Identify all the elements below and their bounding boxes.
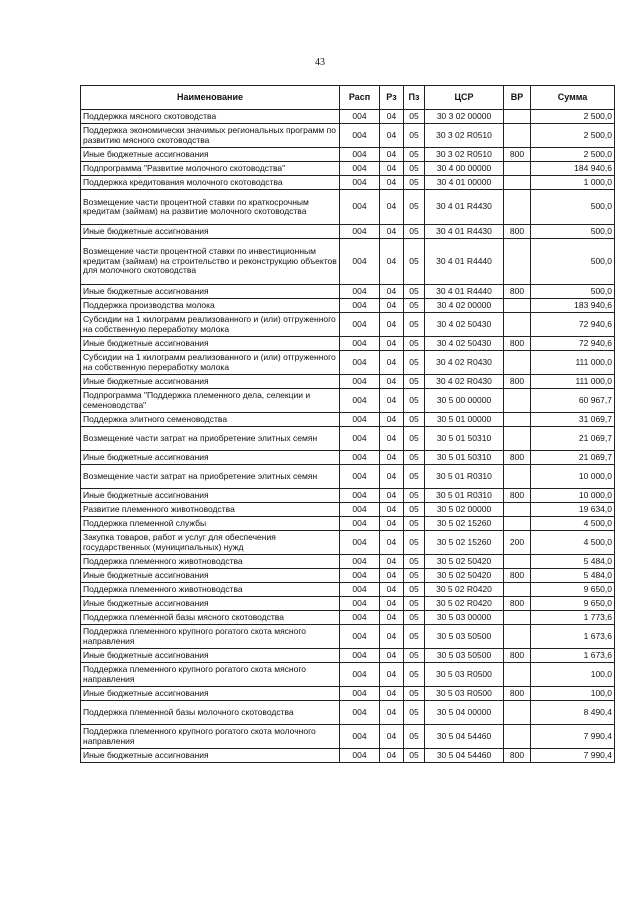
cell-csr: 30 5 04 54460 [425,725,504,749]
cell-rasp: 004 [340,451,380,465]
table-row [81,190,615,225]
cell-rz: 04 [380,351,404,375]
cell-csr: 30 5 02 00000 [425,503,504,517]
cell-rasp: 004 [340,701,380,725]
table-row [81,176,615,190]
cell-csr: 30 5 01 50310 [425,451,504,465]
cell-vr [504,555,531,569]
cell-csr: 30 3 02 R0510 [425,148,504,162]
cell-sum: 500,0 [531,285,615,299]
cell-pz: 05 [404,625,425,649]
cell-name: Подпрограмма "Развитие молочного скотоводства" [81,162,340,176]
cell-pz: 05 [404,555,425,569]
cell-pz: 05 [404,427,425,451]
cell-rz: 04 [380,663,404,687]
cell-pz: 05 [404,413,425,427]
cell-rz: 04 [380,555,404,569]
cell-rasp: 004 [340,531,380,555]
cell-sum: 500,0 [531,190,615,225]
cell-pz: 05 [404,701,425,725]
cell-rz: 04 [380,239,404,285]
table-row [81,625,615,649]
cell-pz: 05 [404,375,425,389]
header-csr: ЦСР [425,86,504,110]
table-row [81,701,615,725]
cell-csr: 30 5 02 15260 [425,517,504,531]
cell-rasp: 004 [340,148,380,162]
table-row [81,351,615,375]
table-row [81,649,615,663]
cell-csr: 30 5 01 R0310 [425,489,504,503]
cell-csr: 30 5 00 00000 [425,389,504,413]
table-row [81,517,615,531]
cell-pz: 05 [404,569,425,583]
cell-name: Иные бюджетные ассигнования [81,597,340,611]
cell-name: Поддержка племенного животноводства [81,555,340,569]
cell-csr: 30 5 03 R0500 [425,663,504,687]
cell-csr: 30 4 01 R4440 [425,285,504,299]
cell-vr [504,124,531,148]
cell-rz: 04 [380,569,404,583]
cell-csr: 30 4 01 R4430 [425,225,504,239]
budget-table [80,85,615,763]
cell-name: Подпрограмма "Поддержка племенного дела, селекции и семеноводства" [81,389,340,413]
cell-sum: 2 500,0 [531,110,615,124]
cell-rasp: 004 [340,583,380,597]
cell-rz: 04 [380,611,404,625]
cell-sum: 500,0 [531,225,615,239]
cell-rz: 04 [380,489,404,503]
cell-rz: 04 [380,649,404,663]
cell-rz: 04 [380,124,404,148]
cell-sum: 8 490,4 [531,701,615,725]
cell-csr: 30 5 01 R0310 [425,465,504,489]
cell-vr [504,110,531,124]
cell-name: Иные бюджетные ассигнования [81,489,340,503]
cell-pz: 05 [404,687,425,701]
table-row [81,583,615,597]
cell-sum: 111 000,0 [531,351,615,375]
cell-csr: 30 4 02 R0430 [425,351,504,375]
cell-pz: 05 [404,597,425,611]
table-row [81,148,615,162]
cell-csr: 30 5 02 15260 [425,531,504,555]
cell-pz: 05 [404,389,425,413]
cell-pz: 05 [404,176,425,190]
cell-sum: 21 069,7 [531,451,615,465]
cell-vr [504,583,531,597]
table-row [81,749,615,763]
cell-name: Субсидии на 1 килограмм реализованного и (или) отгруженного на собственную переработку молока [81,313,340,337]
cell-csr: 30 4 01 00000 [425,176,504,190]
cell-vr: 800 [504,489,531,503]
cell-csr: 30 4 02 00000 [425,299,504,313]
cell-vr: 800 [504,148,531,162]
cell-vr [504,413,531,427]
page-number: 43 [315,57,325,68]
cell-rz: 04 [380,337,404,351]
cell-rz: 04 [380,625,404,649]
cell-rasp: 004 [340,611,380,625]
table-row [81,110,615,124]
cell-csr: 30 5 02 R0420 [425,583,504,597]
cell-csr: 30 4 00 00000 [425,162,504,176]
cell-sum: 100,0 [531,687,615,701]
cell-vr: 800 [504,451,531,465]
cell-vr [504,427,531,451]
table-row [81,611,615,625]
cell-pz: 05 [404,583,425,597]
cell-rasp: 004 [340,190,380,225]
cell-pz: 05 [404,313,425,337]
cell-rasp: 004 [340,389,380,413]
cell-name: Поддержка мясного скотоводства [81,110,340,124]
cell-pz: 05 [404,299,425,313]
table-row [81,299,615,313]
cell-rasp: 004 [340,299,380,313]
cell-rasp: 004 [340,749,380,763]
cell-sum: 7 990,4 [531,749,615,763]
cell-rasp: 004 [340,687,380,701]
cell-rasp: 004 [340,555,380,569]
header-name: Наименование [81,86,340,110]
cell-rz: 04 [380,749,404,763]
cell-vr [504,190,531,225]
cell-sum: 1 673,6 [531,625,615,649]
table-row [81,503,615,517]
cell-rasp: 004 [340,625,380,649]
cell-vr [504,701,531,725]
cell-name: Иные бюджетные ассигнования [81,569,340,583]
cell-csr: 30 4 02 50430 [425,337,504,351]
cell-pz: 05 [404,225,425,239]
cell-name: Поддержка племенного крупного рогатого скота мясного направления [81,625,340,649]
cell-csr: 30 5 03 R0500 [425,687,504,701]
cell-sum: 184 940,6 [531,162,615,176]
cell-name: Возмещение части затрат на приобретение элитных семян [81,465,340,489]
header-rz: Рз [380,86,404,110]
cell-name: Поддержка производства молока [81,299,340,313]
cell-rz: 04 [380,413,404,427]
cell-name: Возмещение части затрат на приобретение элитных семян [81,427,340,451]
cell-rz: 04 [380,451,404,465]
cell-name: Возмещение части процентной ставки по инвестиционным кредитам (займам) на строительство и реконструкцию объектов для молочного скотоводства [81,239,340,285]
cell-pz: 05 [404,517,425,531]
cell-rasp: 004 [340,176,380,190]
cell-csr: 30 4 01 R4440 [425,239,504,285]
table-row [81,239,615,285]
cell-pz: 05 [404,162,425,176]
cell-rasp: 004 [340,162,380,176]
cell-vr [504,625,531,649]
cell-csr: 30 5 04 00000 [425,701,504,725]
cell-rasp: 004 [340,725,380,749]
cell-rz: 04 [380,148,404,162]
cell-rasp: 004 [340,427,380,451]
cell-name: Поддержка племенного животноводства [81,583,340,597]
cell-rz: 04 [380,190,404,225]
cell-vr [504,389,531,413]
cell-name: Поддержка племенного крупного рогатого скота молочного направления [81,725,340,749]
cell-vr [504,162,531,176]
cell-rz: 04 [380,583,404,597]
cell-name: Иные бюджетные ассигнования [81,337,340,351]
cell-rasp: 004 [340,465,380,489]
cell-pz: 05 [404,531,425,555]
cell-rasp: 004 [340,285,380,299]
cell-sum: 5 484,0 [531,569,615,583]
cell-name: Иные бюджетные ассигнования [81,649,340,663]
cell-vr [504,351,531,375]
cell-vr: 800 [504,569,531,583]
header-rasp: Расп [340,86,380,110]
table-row [81,687,615,701]
cell-rz: 04 [380,176,404,190]
cell-rasp: 004 [340,649,380,663]
cell-rz: 04 [380,299,404,313]
table-row [81,489,615,503]
cell-sum: 19 634,0 [531,503,615,517]
table-row [81,569,615,583]
cell-vr: 200 [504,531,531,555]
cell-sum: 31 069,7 [531,413,615,427]
cell-rz: 04 [380,687,404,701]
cell-rz: 04 [380,517,404,531]
cell-rasp: 004 [340,413,380,427]
cell-rz: 04 [380,597,404,611]
cell-sum: 9 650,0 [531,583,615,597]
cell-rasp: 004 [340,313,380,337]
header-pz: Пз [404,86,425,110]
cell-sum: 72 940,6 [531,337,615,351]
cell-sum: 4 500,0 [531,531,615,555]
table-row [81,313,615,337]
cell-csr: 30 5 01 00000 [425,413,504,427]
cell-name: Иные бюджетные ассигнования [81,687,340,701]
cell-vr: 800 [504,375,531,389]
cell-vr [504,465,531,489]
cell-pz: 05 [404,451,425,465]
table-row [81,162,615,176]
cell-vr [504,663,531,687]
table-row [81,285,615,299]
cell-pz: 05 [404,110,425,124]
cell-rasp: 004 [340,110,380,124]
table-row [81,465,615,489]
cell-rz: 04 [380,375,404,389]
cell-name: Поддержка племенной службы [81,517,340,531]
cell-sum: 500,0 [531,239,615,285]
table-row [81,555,615,569]
cell-csr: 30 5 04 54460 [425,749,504,763]
cell-vr [504,313,531,337]
cell-vr: 800 [504,597,531,611]
cell-rasp: 004 [340,569,380,583]
cell-sum: 10 000,0 [531,465,615,489]
table-row [81,451,615,465]
cell-name: Субсидии на 1 килограмм реализованного и (или) отгруженного на собственную переработку молока [81,351,340,375]
cell-rasp: 004 [340,351,380,375]
cell-rz: 04 [380,225,404,239]
cell-name: Иные бюджетные ассигнования [81,148,340,162]
cell-csr: 30 5 02 50420 [425,555,504,569]
cell-vr [504,517,531,531]
cell-pz: 05 [404,749,425,763]
cell-pz: 05 [404,351,425,375]
cell-name: Иные бюджетные ассигнования [81,749,340,763]
table-row [81,225,615,239]
cell-rz: 04 [380,701,404,725]
table-row [81,597,615,611]
cell-sum: 9 650,0 [531,597,615,611]
cell-rasp: 004 [340,489,380,503]
cell-sum: 21 069,7 [531,427,615,451]
cell-name: Поддержка элитного семеноводства [81,413,340,427]
cell-rasp: 004 [340,375,380,389]
cell-sum: 7 990,4 [531,725,615,749]
cell-pz: 05 [404,239,425,285]
cell-rasp: 004 [340,597,380,611]
cell-name: Иные бюджетные ассигнования [81,225,340,239]
cell-name: Поддержка племенной базы молочного скотоводства [81,701,340,725]
cell-vr: 800 [504,649,531,663]
cell-pz: 05 [404,337,425,351]
cell-csr: 30 4 02 50430 [425,313,504,337]
cell-vr [504,503,531,517]
cell-name: Закупка товаров, работ и услуг для обеспечения государственных (муниципальных) нужд [81,531,340,555]
table-row [81,725,615,749]
cell-rasp: 004 [340,239,380,285]
cell-sum: 183 940,6 [531,299,615,313]
cell-sum: 111 000,0 [531,375,615,389]
cell-rz: 04 [380,427,404,451]
table-row [81,663,615,687]
cell-rz: 04 [380,465,404,489]
table-row [81,413,615,427]
table-row [81,427,615,451]
cell-csr: 30 5 03 50500 [425,625,504,649]
cell-csr: 30 5 03 50500 [425,649,504,663]
cell-vr [504,176,531,190]
cell-csr: 30 3 02 00000 [425,110,504,124]
header-sum: Сумма [531,86,615,110]
cell-sum: 60 967,7 [531,389,615,413]
cell-pz: 05 [404,725,425,749]
cell-sum: 4 500,0 [531,517,615,531]
cell-pz: 05 [404,611,425,625]
table-row [81,337,615,351]
cell-csr: 30 5 01 50310 [425,427,504,451]
cell-sum: 2 500,0 [531,148,615,162]
cell-rasp: 004 [340,517,380,531]
table-row [81,124,615,148]
cell-name: Иные бюджетные ассигнования [81,285,340,299]
cell-vr: 800 [504,337,531,351]
cell-sum: 5 484,0 [531,555,615,569]
cell-csr: 30 3 02 R0510 [425,124,504,148]
table-row [81,531,615,555]
header-row [81,86,615,110]
cell-vr: 800 [504,749,531,763]
cell-rz: 04 [380,162,404,176]
cell-csr: 30 5 02 50420 [425,569,504,583]
cell-rasp: 004 [340,124,380,148]
cell-pz: 05 [404,465,425,489]
cell-rz: 04 [380,531,404,555]
cell-sum: 1 000,0 [531,176,615,190]
header-vr: ВР [504,86,531,110]
cell-pz: 05 [404,285,425,299]
cell-csr: 30 4 02 R0430 [425,375,504,389]
cell-vr: 800 [504,285,531,299]
cell-vr [504,299,531,313]
cell-pz: 05 [404,124,425,148]
cell-rasp: 004 [340,503,380,517]
cell-rz: 04 [380,313,404,337]
table-row [81,389,615,413]
cell-vr [504,611,531,625]
cell-name: Поддержка кредитования молочного скотоводства [81,176,340,190]
cell-name: Иные бюджетные ассигнования [81,375,340,389]
cell-rz: 04 [380,725,404,749]
cell-pz: 05 [404,503,425,517]
cell-pz: 05 [404,663,425,687]
cell-sum: 1 673,6 [531,649,615,663]
cell-name: Развитие племенного животноводства [81,503,340,517]
cell-csr: 30 4 01 R4430 [425,190,504,225]
cell-rasp: 004 [340,225,380,239]
cell-vr: 800 [504,225,531,239]
cell-name: Иные бюджетные ассигнования [81,451,340,465]
cell-sum: 10 000,0 [531,489,615,503]
cell-csr: 30 5 03 00000 [425,611,504,625]
cell-vr [504,725,531,749]
cell-rasp: 004 [340,663,380,687]
cell-rz: 04 [380,503,404,517]
cell-pz: 05 [404,190,425,225]
cell-rz: 04 [380,389,404,413]
cell-sum: 100,0 [531,663,615,687]
cell-name: Возмещение части процентной ставки по краткосрочным кредитам (займам) на развитие молочного скотоводства [81,190,340,225]
cell-rz: 04 [380,110,404,124]
cell-pz: 05 [404,649,425,663]
cell-sum: 72 940,6 [531,313,615,337]
cell-vr [504,239,531,285]
cell-pz: 05 [404,489,425,503]
cell-sum: 1 773,6 [531,611,615,625]
cell-name: Поддержка экономически значимых региональных программ по развитию мясного скотоводства [81,124,340,148]
cell-pz: 05 [404,148,425,162]
cell-csr: 30 5 02 R0420 [425,597,504,611]
cell-name: Поддержка племенного крупного рогатого скота мясного направления [81,663,340,687]
table-row [81,375,615,389]
cell-sum: 2 500,0 [531,124,615,148]
cell-vr: 800 [504,687,531,701]
cell-name: Поддержка племенной базы мясного скотоводства [81,611,340,625]
cell-rasp: 004 [340,337,380,351]
cell-rz: 04 [380,285,404,299]
